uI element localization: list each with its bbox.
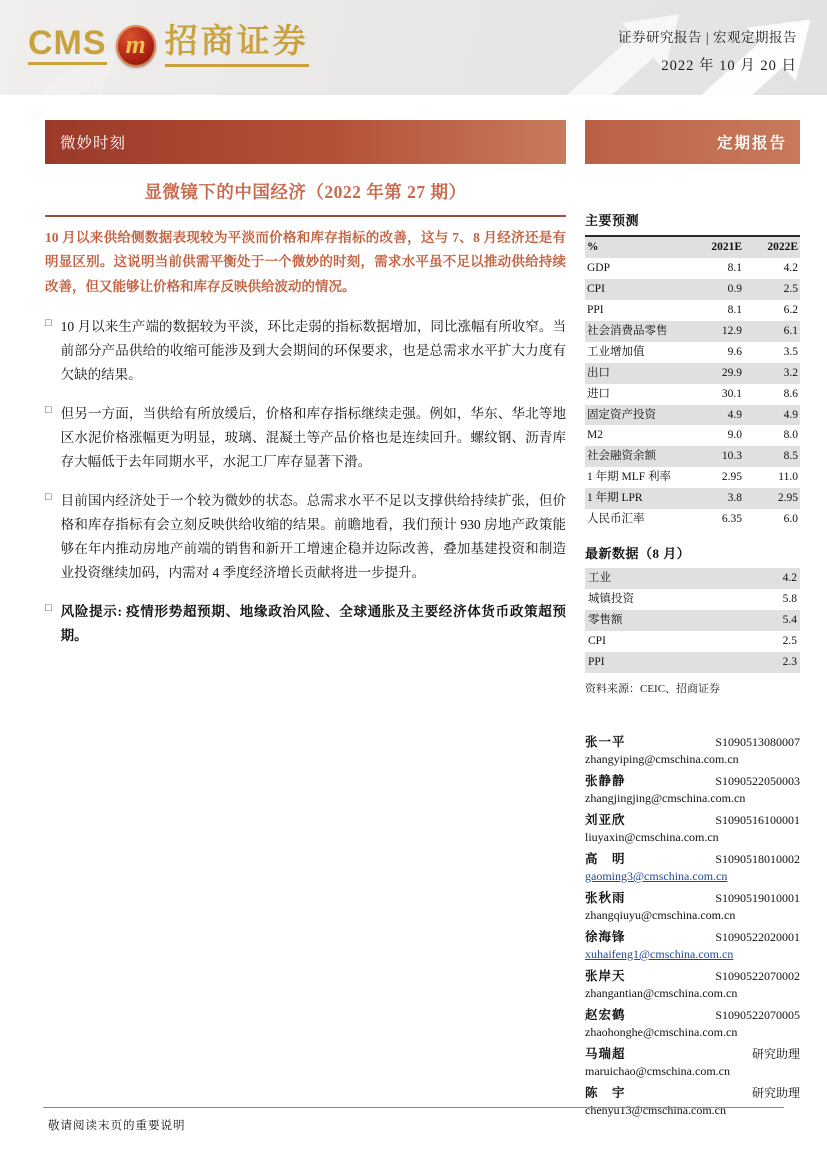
cell-2022e: 6.1 <box>783 324 798 337</box>
analyst-email: chenyu13@cmschina.com.cn <box>585 1102 727 1117</box>
table-row <box>585 568 800 589</box>
table-row <box>585 279 800 300</box>
analyst-name: 陈 宇 <box>585 1085 626 1100</box>
cell-2022e: 8.0 <box>783 429 798 442</box>
cell-2022e: 8.5 <box>783 450 798 463</box>
analyst-email: zhangjingjing@cmschina.com.cn <box>585 790 746 805</box>
row-label: PPI <box>588 655 605 668</box>
row-value: 5.8 <box>782 593 797 606</box>
risk-warning-item <box>45 600 566 648</box>
list-item <box>45 402 566 474</box>
row-label: 固定资产投资 <box>587 408 656 421</box>
analyst-row <box>585 927 800 945</box>
forecast-table <box>585 235 800 530</box>
analyst-credential: S1090513080007 <box>715 734 800 749</box>
report-summary: 10 月以来供给侧数据表现较为平淡而价格和库存指标的改善，这与 7、8 月经济还是有明显区别。这说明当前供需平衡处于一个微妙的时刻，需求水平虽不足以推动供给持续改善，但又能够让价格和库存反映供给波动的情况。 <box>45 230 566 294</box>
row-value: 2.3 <box>782 655 797 668</box>
analyst-email: liuyaxin@cmschina.com.cn <box>585 829 719 844</box>
row-value: 4.2 <box>782 572 797 585</box>
key-points-list <box>45 315 566 648</box>
row-value: 5.4 <box>782 614 797 626</box>
report-type: 证券研究报告 | 宏观定期报告 <box>618 30 797 45</box>
row-label: 1 年期 MLF 利率 <box>587 471 672 484</box>
bullet-square-icon: □ <box>45 316 52 329</box>
cell-2021e: 2.95 <box>721 471 742 484</box>
analyst-name: 赵宏鹤 <box>585 1007 626 1022</box>
table-row <box>585 631 800 652</box>
report-date: 2022 年 10 月 20 日 <box>661 58 797 74</box>
row-label: 社会消费品零售 <box>587 324 668 337</box>
cell-2022e: 3.2 <box>783 366 798 379</box>
analyst-row <box>585 810 800 828</box>
col-header: 2022E <box>767 241 798 253</box>
row-label: 进口 <box>587 387 610 400</box>
row-label: 社会融资余额 <box>587 450 656 463</box>
analyst-row <box>585 966 800 984</box>
table-row <box>585 342 800 363</box>
analyst-name: 徐海锋 <box>585 929 626 944</box>
cell-2021e: 9.6 <box>727 345 742 358</box>
analyst-email: maruichao@cmschina.com.cn <box>585 1063 730 1078</box>
analyst-row <box>585 1083 800 1101</box>
table-row <box>585 405 800 426</box>
analyst-name: 张秋雨 <box>585 890 626 905</box>
title-divider <box>45 215 566 217</box>
analyst-email: zhangantian@cmschina.com.cn <box>585 985 738 1000</box>
analyst-email: zhangyiping@cmschina.com.cn <box>585 751 739 766</box>
analyst-email-link[interactable]: gaoming3@cmschina.com.cn <box>585 868 728 883</box>
col-header: % <box>587 241 599 253</box>
list-item <box>45 315 566 387</box>
cms-logo-badge-icon: m <box>116 25 156 67</box>
cell-2021e: 3.8 <box>727 492 742 505</box>
bullet-square-icon: □ <box>45 490 52 503</box>
sidebar <box>585 120 800 1122</box>
row-label: CPI <box>587 282 605 295</box>
analyst-credential: S1090516100001 <box>715 812 800 827</box>
table-row <box>585 384 800 405</box>
bullet-square-icon: □ <box>45 403 52 416</box>
list-item <box>45 489 566 585</box>
bullet-text: 10 月以来生产端的数据较为平淡，环比走弱的指标数据增加，同比涨幅有所收窄。当前部分产品供给的收缩可能涉及到大会期间的环保要求，也是总需求水平扩大力度有欠缺的结果。 <box>60 318 566 382</box>
cell-2022e: 3.5 <box>783 345 798 358</box>
latest-data-table <box>585 568 800 673</box>
cell-2022e: 4.2 <box>783 261 798 274</box>
cell-2021e: 4.9 <box>727 408 742 421</box>
bullet-square-icon: □ <box>45 602 52 615</box>
row-label: PPI <box>587 303 604 316</box>
analyst-email: zhangqiuyu@cmschina.com.cn <box>585 907 736 922</box>
main-column <box>45 120 566 663</box>
analyst-email: zhaohonghe@cmschina.com.cn <box>585 1024 738 1039</box>
cell-2022e: 2.95 <box>777 492 798 505</box>
cell-2022e: 6.2 <box>783 303 798 316</box>
row-label: 零售额 <box>588 614 623 626</box>
cell-2022e: 4.9 <box>783 408 798 421</box>
analyst-credential: S1090522050003 <box>715 773 800 788</box>
cell-2021e: 12.9 <box>721 324 742 337</box>
table-row <box>585 467 800 488</box>
analyst-row <box>585 1005 800 1023</box>
analyst-list <box>585 732 800 1118</box>
footer-divider <box>43 1107 784 1108</box>
cell-2022e: 11.0 <box>778 471 798 484</box>
bullet-text: 但另一方面，当供给有所放缓后，价格和库存指标继续走强。例如，华东、华北等地区水泥价格涨幅更为明显，玻璃、混凝土等产品价格也是连续回升。螺纹钢、沥青库存大幅低于去年同期水平，水泥工厂库存显著下滑。 <box>60 405 566 469</box>
cell-2022e: 2.5 <box>783 282 798 295</box>
row-label: 工业 <box>588 572 611 585</box>
analyst-credential: S1090522070002 <box>715 968 800 983</box>
cell-2022e: 8.6 <box>783 387 798 400</box>
row-value: 2.5 <box>782 634 797 647</box>
analyst-name: 马瑞超 <box>585 1046 626 1061</box>
table-row <box>585 446 800 467</box>
page-header <box>0 0 827 95</box>
cms-logo <box>28 24 309 67</box>
table-row <box>585 363 800 384</box>
row-label: 城镇投资 <box>588 593 634 606</box>
col-header: 2021E <box>711 241 742 253</box>
cell-2021e: 10.3 <box>721 450 742 463</box>
analyst-name: 张静静 <box>585 773 626 788</box>
cell-2021e: 9.0 <box>727 429 742 442</box>
table-row <box>585 652 800 673</box>
analyst-credential: S1090519010001 <box>715 890 800 905</box>
cell-2021e: 8.1 <box>727 261 742 274</box>
analyst-name: 张一平 <box>585 734 626 749</box>
brand-name: 招商证券 <box>165 24 309 67</box>
analyst-row <box>585 771 800 789</box>
footer-disclaimer: 敬请阅读末页的重要说明 <box>48 1120 186 1132</box>
row-label: 人民币汇率 <box>587 513 645 526</box>
table-row <box>585 321 800 342</box>
analyst-row <box>585 1044 800 1062</box>
table-row <box>585 610 800 631</box>
risk-warning-text: 风险提示: 疫情形势超预期、地缘政治风险、全球通胀及主要经济体货币政策超预期。 <box>60 604 566 644</box>
row-label: M2 <box>587 429 603 442</box>
analyst-credential: 研究助理 <box>751 1085 800 1100</box>
page-title: 显微镜下的中国经济（2022 年第 27 期） <box>144 182 467 202</box>
analyst-email-link[interactable]: xuhaifeng1@cmschina.com.cn <box>585 946 734 961</box>
bullet-text: 目前国内经济处于一个较为微妙的状态。总需求水平不足以支撑供给持续扩张，但价格和库存指标有会立刻反映供给收缩的结果。前瞻地看，我们预计 930 房地产政策能够在年内推动房地产前端的销售和新开工增速企稳并边际改善，叠加基建投资和制造业投资继续加码，内需对 4 季度经济增长贡献将进一步提升。 <box>60 492 566 581</box>
analyst-credential: 研究助理 <box>751 1046 800 1061</box>
table-row <box>585 509 800 530</box>
cell-2021e: 29.9 <box>721 366 742 379</box>
cell-2021e: 30.1 <box>721 387 742 400</box>
table-row <box>585 300 800 321</box>
table-row <box>585 589 800 610</box>
analyst-name: 刘亚欣 <box>585 812 626 827</box>
report-category-banner: 定期报告 <box>585 120 800 164</box>
data-source-note: 资料来源：CEIC、招商证券 <box>585 682 721 695</box>
table-row <box>585 425 800 446</box>
analyst-row <box>585 732 800 750</box>
row-label: GDP <box>587 261 611 274</box>
analyst-credential: S1090522020001 <box>715 929 800 944</box>
analyst-credential: S1090522070005 <box>715 1007 800 1022</box>
forecast-table-title: 主要预测 <box>585 213 640 228</box>
analyst-row <box>585 888 800 906</box>
table-row <box>585 488 800 509</box>
row-label: CPI <box>588 634 606 647</box>
section-banner: 微妙时刻 <box>45 120 566 164</box>
cell-2021e: 0.9 <box>727 282 742 295</box>
report-meta <box>618 26 797 75</box>
analyst-name: 高 明 <box>585 851 626 866</box>
cms-logo-text: CMS <box>28 26 107 65</box>
table-row <box>585 258 800 279</box>
analyst-name: 张岸天 <box>585 968 626 983</box>
cell-2021e: 6.35 <box>721 513 742 526</box>
row-label: 工业增加值 <box>587 345 645 358</box>
analyst-row <box>585 849 800 867</box>
latest-data-title: 最新数据（8 月） <box>585 546 691 562</box>
row-label: 1 年期 LPR <box>587 492 643 505</box>
table-header-row <box>585 236 800 258</box>
row-label: 出口 <box>587 366 610 379</box>
analyst-credential: S1090518010002 <box>715 851 800 866</box>
cell-2022e: 6.0 <box>783 513 798 526</box>
cell-2021e: 8.1 <box>727 303 742 316</box>
